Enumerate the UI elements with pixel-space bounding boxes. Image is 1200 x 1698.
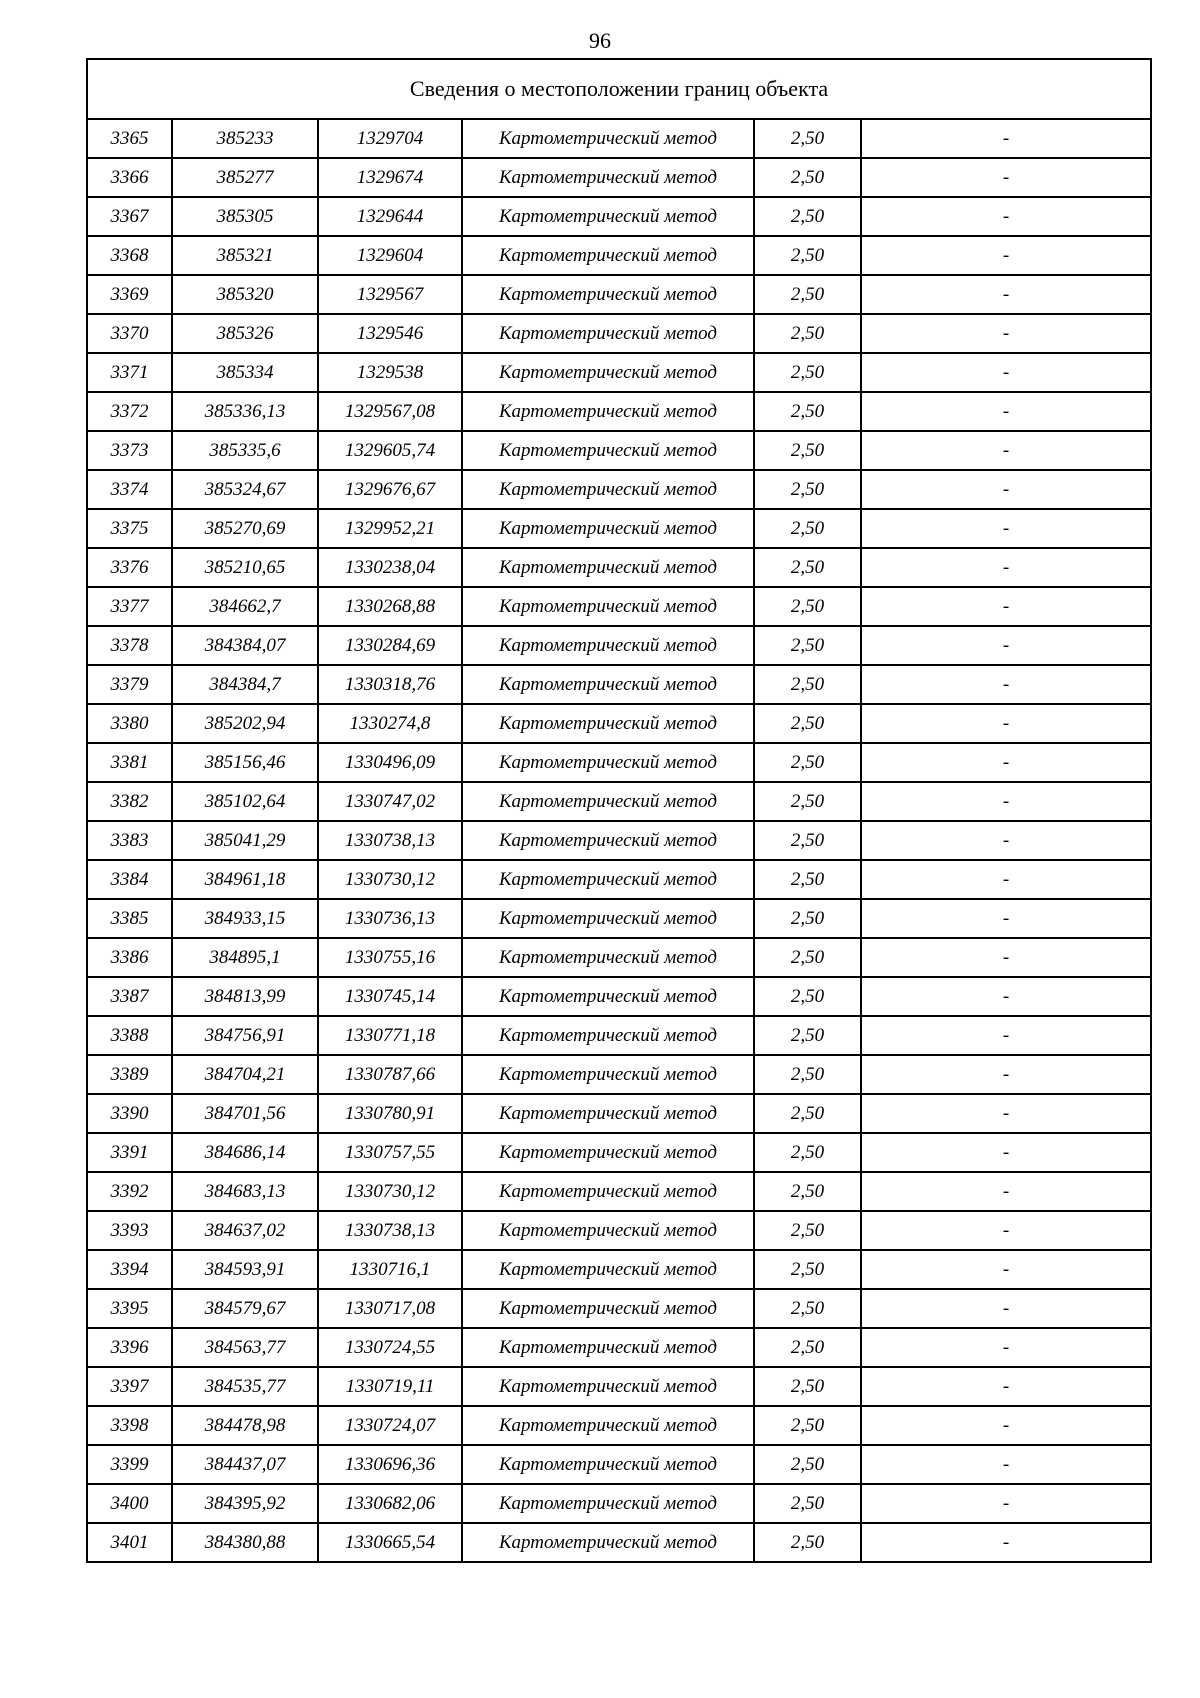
description-cell: - [861,158,1151,197]
method-cell: Картометрический метод [462,743,754,782]
accuracy-cell: 2,50 [754,548,861,587]
table-row [87,821,1151,860]
y-coordinate-cell: 1330682,06 [318,1484,462,1523]
accuracy-cell: 2,50 [754,782,861,821]
point-number-cell: 3386 [87,938,172,977]
x-coordinate-cell: 384384,07 [172,626,318,665]
point-number-cell: 3381 [87,743,172,782]
method-cell: Картометрический метод [462,236,754,275]
method-cell: Картометрический метод [462,938,754,977]
description-cell: - [861,704,1151,743]
description-cell: - [861,1211,1151,1250]
x-coordinate-cell: 384478,98 [172,1406,318,1445]
accuracy-cell: 2,50 [754,1328,861,1367]
x-coordinate-cell: 384813,99 [172,977,318,1016]
method-cell: Картометрический метод [462,1445,754,1484]
table-row [87,236,1151,275]
accuracy-cell: 2,50 [754,275,861,314]
point-number-cell: 3398 [87,1406,172,1445]
accuracy-cell: 2,50 [754,1367,861,1406]
description-cell: - [861,1289,1151,1328]
description-cell: - [861,314,1151,353]
description-cell: - [861,1406,1151,1445]
y-coordinate-cell: 1330696,36 [318,1445,462,1484]
y-coordinate-cell: 1330724,07 [318,1406,462,1445]
table-row [87,1211,1151,1250]
description-cell: - [861,977,1151,1016]
table-row [87,899,1151,938]
method-cell: Картометрический метод [462,626,754,665]
x-coordinate-cell: 384704,21 [172,1055,318,1094]
method-cell: Картометрический метод [462,197,754,236]
y-coordinate-cell: 1330284,69 [318,626,462,665]
y-coordinate-cell: 1330730,12 [318,860,462,899]
y-coordinate-cell: 1329538 [318,353,462,392]
table-row [87,1523,1151,1562]
x-coordinate-cell: 385202,94 [172,704,318,743]
description-cell: - [861,938,1151,977]
point-number-cell: 3384 [87,860,172,899]
y-coordinate-cell: 1330724,55 [318,1328,462,1367]
description-cell: - [861,665,1151,704]
point-number-cell: 3396 [87,1328,172,1367]
method-cell: Картометрический метод [462,1484,754,1523]
description-cell: - [861,1484,1151,1523]
accuracy-cell: 2,50 [754,1016,861,1055]
table-row [87,1328,1151,1367]
accuracy-cell: 2,50 [754,1055,861,1094]
x-coordinate-cell: 385335,6 [172,431,318,470]
x-coordinate-cell: 384683,13 [172,1172,318,1211]
x-coordinate-cell: 385277 [172,158,318,197]
accuracy-cell: 2,50 [754,743,861,782]
y-coordinate-cell: 1330238,04 [318,548,462,587]
table-row [87,587,1151,626]
point-number-cell: 3392 [87,1172,172,1211]
table-row [87,275,1151,314]
y-coordinate-cell: 1330318,76 [318,665,462,704]
table-row [87,665,1151,704]
method-cell: Картометрический метод [462,1094,754,1133]
description-cell: - [861,587,1151,626]
x-coordinate-cell: 384756,91 [172,1016,318,1055]
point-number-cell: 3372 [87,392,172,431]
accuracy-cell: 2,50 [754,314,861,353]
x-coordinate-cell: 385326 [172,314,318,353]
point-number-cell: 3365 [87,119,172,158]
point-number-cell: 3394 [87,1250,172,1289]
x-coordinate-cell: 384563,77 [172,1328,318,1367]
description-cell: - [861,1367,1151,1406]
description-cell: - [861,743,1151,782]
point-number-cell: 3385 [87,899,172,938]
table-row [87,509,1151,548]
accuracy-cell: 2,50 [754,587,861,626]
y-coordinate-cell: 1330717,08 [318,1289,462,1328]
table-row [87,1406,1151,1445]
accuracy-cell: 2,50 [754,1406,861,1445]
accuracy-cell: 2,50 [754,1523,861,1562]
table-row [87,353,1151,392]
method-cell: Картометрический метод [462,1016,754,1055]
point-number-cell: 3378 [87,626,172,665]
method-cell: Картометрический метод [462,977,754,1016]
method-cell: Картометрический метод [462,431,754,470]
x-coordinate-cell: 384395,92 [172,1484,318,1523]
description-cell: - [861,548,1151,587]
table-header-row [87,59,1151,119]
table-row [87,431,1151,470]
y-coordinate-cell: 1330738,13 [318,821,462,860]
description-cell: - [861,899,1151,938]
method-cell: Картометрический метод [462,1289,754,1328]
method-cell: Картометрический метод [462,548,754,587]
table-row [87,197,1151,236]
x-coordinate-cell: 384686,14 [172,1133,318,1172]
table-row [87,1016,1151,1055]
description-cell: - [861,197,1151,236]
point-number-cell: 3382 [87,782,172,821]
method-cell: Картометрический метод [462,899,754,938]
point-number-cell: 3389 [87,1055,172,1094]
point-number-cell: 3388 [87,1016,172,1055]
x-coordinate-cell: 385336,13 [172,392,318,431]
y-coordinate-cell: 1330787,66 [318,1055,462,1094]
accuracy-cell: 2,50 [754,1094,861,1133]
method-cell: Картометрический метод [462,860,754,899]
method-cell: Картометрический метод [462,353,754,392]
method-cell: Картометрический метод [462,1172,754,1211]
description-cell: - [861,1055,1151,1094]
accuracy-cell: 2,50 [754,977,861,1016]
y-coordinate-cell: 1330716,1 [318,1250,462,1289]
x-coordinate-cell: 385270,69 [172,509,318,548]
point-number-cell: 3371 [87,353,172,392]
point-number-cell: 3397 [87,1367,172,1406]
description-cell: - [861,782,1151,821]
point-number-cell: 3393 [87,1211,172,1250]
x-coordinate-cell: 384637,02 [172,1211,318,1250]
table-title: Сведения о местоположении границ объекта [87,59,1151,119]
description-cell: - [861,1133,1151,1172]
description-cell: - [861,626,1151,665]
y-coordinate-cell: 1330745,14 [318,977,462,1016]
accuracy-cell: 2,50 [754,704,861,743]
y-coordinate-cell: 1329644 [318,197,462,236]
method-cell: Картометрический метод [462,275,754,314]
accuracy-cell: 2,50 [754,1133,861,1172]
table-row [87,1445,1151,1484]
table-row [87,704,1151,743]
method-cell: Картометрический метод [462,1211,754,1250]
y-coordinate-cell: 1330738,13 [318,1211,462,1250]
accuracy-cell: 2,50 [754,1172,861,1211]
accuracy-cell: 2,50 [754,353,861,392]
y-coordinate-cell: 1329605,74 [318,431,462,470]
accuracy-cell: 2,50 [754,197,861,236]
description-cell: - [861,119,1151,158]
x-coordinate-cell: 385324,67 [172,470,318,509]
y-coordinate-cell: 1329704 [318,119,462,158]
accuracy-cell: 2,50 [754,1211,861,1250]
x-coordinate-cell: 384662,7 [172,587,318,626]
method-cell: Картометрический метод [462,509,754,548]
accuracy-cell: 2,50 [754,509,861,548]
description-cell: - [861,1445,1151,1484]
point-number-cell: 3399 [87,1445,172,1484]
x-coordinate-cell: 385102,64 [172,782,318,821]
x-coordinate-cell: 385334 [172,353,318,392]
point-number-cell: 3391 [87,1133,172,1172]
accuracy-cell: 2,50 [754,626,861,665]
y-coordinate-cell: 1330736,13 [318,899,462,938]
table-row [87,314,1151,353]
accuracy-cell: 2,50 [754,1445,861,1484]
x-coordinate-cell: 384593,91 [172,1250,318,1289]
accuracy-cell: 2,50 [754,821,861,860]
method-cell: Картометрический метод [462,665,754,704]
x-coordinate-cell: 385305 [172,197,318,236]
method-cell: Картометрический метод [462,1055,754,1094]
y-coordinate-cell: 1330730,12 [318,1172,462,1211]
point-number-cell: 3370 [87,314,172,353]
point-number-cell: 3377 [87,587,172,626]
point-number-cell: 3366 [87,158,172,197]
y-coordinate-cell: 1329952,21 [318,509,462,548]
x-coordinate-cell: 384895,1 [172,938,318,977]
table-row [87,1289,1151,1328]
description-cell: - [861,1016,1151,1055]
description-cell: - [861,275,1151,314]
boundary-coordinates-table [86,58,1152,1563]
description-cell: - [861,860,1151,899]
point-number-cell: 3390 [87,1094,172,1133]
point-number-cell: 3379 [87,665,172,704]
x-coordinate-cell: 385210,65 [172,548,318,587]
accuracy-cell: 2,50 [754,431,861,470]
description-cell: - [861,509,1151,548]
table-row [87,392,1151,431]
x-coordinate-cell: 384437,07 [172,1445,318,1484]
table-row [87,1094,1151,1133]
point-number-cell: 3395 [87,1289,172,1328]
accuracy-cell: 2,50 [754,665,861,704]
y-coordinate-cell: 1330780,91 [318,1094,462,1133]
accuracy-cell: 2,50 [754,158,861,197]
method-cell: Картометрический метод [462,1523,754,1562]
x-coordinate-cell: 384380,88 [172,1523,318,1562]
accuracy-cell: 2,50 [754,938,861,977]
table-row [87,548,1151,587]
x-coordinate-cell: 384384,7 [172,665,318,704]
point-number-cell: 3373 [87,431,172,470]
point-number-cell: 3368 [87,236,172,275]
point-number-cell: 3383 [87,821,172,860]
x-coordinate-cell: 384579,67 [172,1289,318,1328]
table-row [87,158,1151,197]
description-cell: - [861,821,1151,860]
y-coordinate-cell: 1330757,55 [318,1133,462,1172]
table-body [87,59,1151,1562]
point-number-cell: 3387 [87,977,172,1016]
x-coordinate-cell: 385320 [172,275,318,314]
method-cell: Картометрический метод [462,1133,754,1172]
point-number-cell: 3400 [87,1484,172,1523]
accuracy-cell: 2,50 [754,470,861,509]
x-coordinate-cell: 384535,77 [172,1367,318,1406]
table-row [87,782,1151,821]
method-cell: Картометрический метод [462,470,754,509]
table-row [87,1250,1151,1289]
method-cell: Картометрический метод [462,821,754,860]
y-coordinate-cell: 1330665,54 [318,1523,462,1562]
point-number-cell: 3369 [87,275,172,314]
method-cell: Картометрический метод [462,1250,754,1289]
description-cell: - [861,1250,1151,1289]
x-coordinate-cell: 385321 [172,236,318,275]
accuracy-cell: 2,50 [754,1484,861,1523]
point-number-cell: 3375 [87,509,172,548]
description-cell: - [861,392,1151,431]
point-number-cell: 3401 [87,1523,172,1562]
table-row [87,977,1151,1016]
x-coordinate-cell: 385156,46 [172,743,318,782]
table-row [87,626,1151,665]
accuracy-cell: 2,50 [754,860,861,899]
point-number-cell: 3376 [87,548,172,587]
x-coordinate-cell: 385041,29 [172,821,318,860]
y-coordinate-cell: 1329546 [318,314,462,353]
table-row [87,119,1151,158]
y-coordinate-cell: 1330755,16 [318,938,462,977]
description-cell: - [861,1523,1151,1562]
table-row [87,1172,1151,1211]
x-coordinate-cell: 384961,18 [172,860,318,899]
table-row [87,1484,1151,1523]
y-coordinate-cell: 1330496,09 [318,743,462,782]
table-row [87,1133,1151,1172]
table-row [87,470,1151,509]
point-number-cell: 3367 [87,197,172,236]
y-coordinate-cell: 1330771,18 [318,1016,462,1055]
method-cell: Картометрический метод [462,1367,754,1406]
description-cell: - [861,353,1151,392]
method-cell: Картометрический метод [462,1328,754,1367]
method-cell: Картометрический метод [462,704,754,743]
y-coordinate-cell: 1330274,8 [318,704,462,743]
table-row [87,1055,1151,1094]
y-coordinate-cell: 1329567,08 [318,392,462,431]
y-coordinate-cell: 1329676,67 [318,470,462,509]
accuracy-cell: 2,50 [754,236,861,275]
description-cell: - [861,1328,1151,1367]
y-coordinate-cell: 1329674 [318,158,462,197]
point-number-cell: 3374 [87,470,172,509]
table-row [87,860,1151,899]
y-coordinate-cell: 1329604 [318,236,462,275]
description-cell: - [861,236,1151,275]
method-cell: Картометрический метод [462,587,754,626]
point-number-cell: 3380 [87,704,172,743]
description-cell: - [861,431,1151,470]
method-cell: Картометрический метод [462,158,754,197]
y-coordinate-cell: 1330268,88 [318,587,462,626]
page-number: 96 [589,28,611,53]
x-coordinate-cell: 385233 [172,119,318,158]
accuracy-cell: 2,50 [754,1289,861,1328]
y-coordinate-cell: 1330719,11 [318,1367,462,1406]
method-cell: Картометрический метод [462,1406,754,1445]
x-coordinate-cell: 384933,15 [172,899,318,938]
accuracy-cell: 2,50 [754,119,861,158]
method-cell: Картометрический метод [462,119,754,158]
x-coordinate-cell: 384701,56 [172,1094,318,1133]
table-row [87,938,1151,977]
accuracy-cell: 2,50 [754,392,861,431]
y-coordinate-cell: 1330747,02 [318,782,462,821]
table-row [87,743,1151,782]
table-row [87,1367,1151,1406]
accuracy-cell: 2,50 [754,1250,861,1289]
method-cell: Картометрический метод [462,392,754,431]
description-cell: - [861,1094,1151,1133]
method-cell: Картометрический метод [462,782,754,821]
description-cell: - [861,470,1151,509]
y-coordinate-cell: 1329567 [318,275,462,314]
accuracy-cell: 2,50 [754,899,861,938]
description-cell: - [861,1172,1151,1211]
method-cell: Картометрический метод [462,314,754,353]
